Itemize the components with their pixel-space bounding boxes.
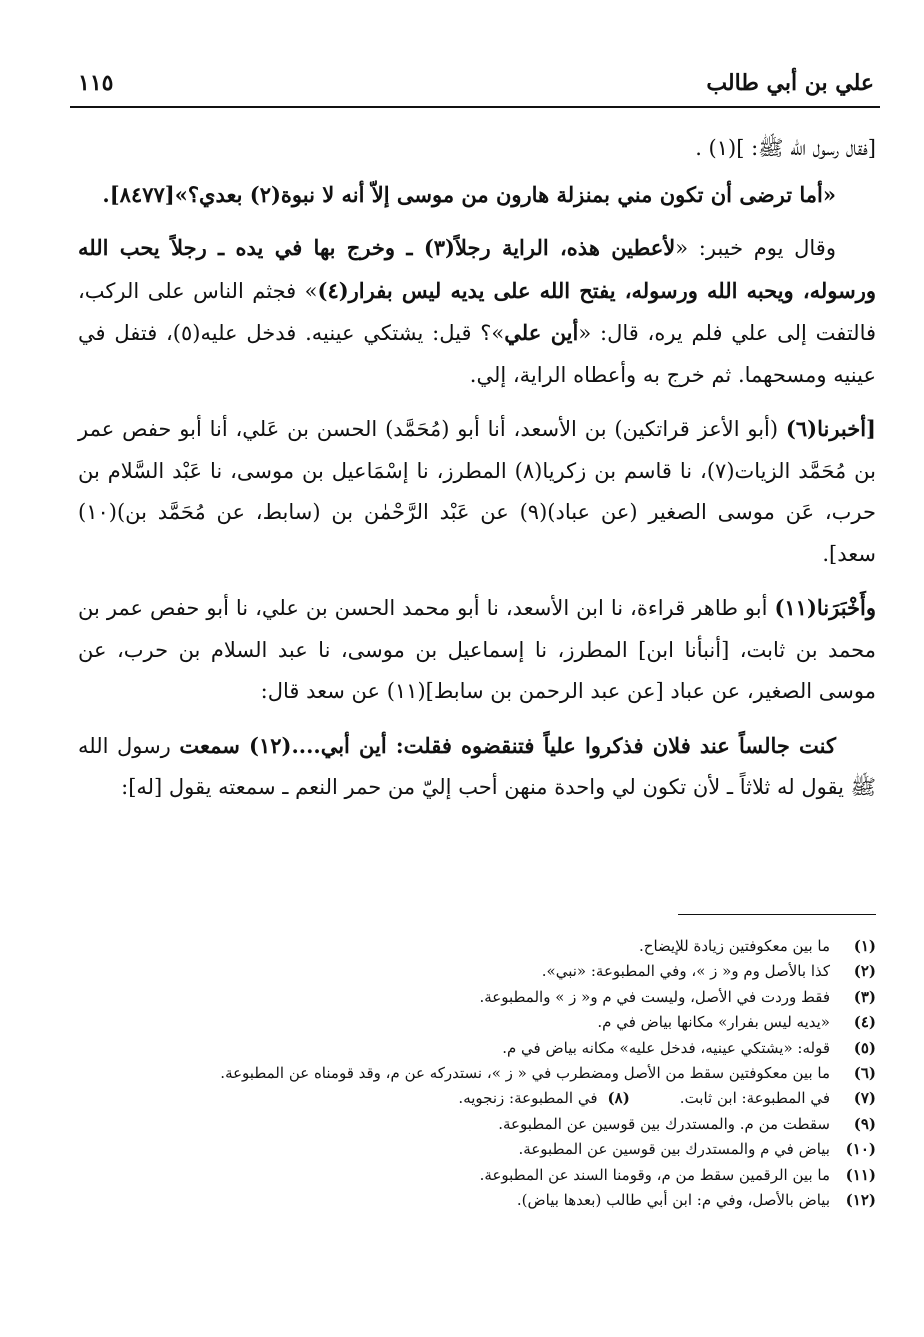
footnote-text: فقط وردت في الأصل، وليست في م و« ز » والمطبوعة. <box>479 987 830 1006</box>
paragraph-2: «أما ترضى أن تكون مني بمنزلة هارون من موسى إلاّ أنه لا نبوة(٢) بعدي؟»[٨٤٧٧]. <box>102 181 836 207</box>
main-text <box>78 128 876 821</box>
footnote-text: «يديه ليس بفرار» مكانها بياض في م. <box>597 1013 830 1032</box>
header-rule <box>70 106 880 108</box>
footnote-text: ما بين معكوفتين سقط من الأصل ومضطرب في « ز »، نستدركه عن م، وقد قومناه عن المطبوعة. <box>220 1064 830 1083</box>
footnote-8-number: (٨) <box>607 1089 630 1108</box>
footnote-text: بياض في م والمستدرك بين قوسين عن المطبوعة. <box>518 1140 830 1159</box>
isnad-chain-1: (أبو الأعز قراتكين) بن الأسعد، أنا أبو (مُحَمَّد) الحسن بن عَلي، أنا أبو حفص عمر بن مُحَمَّد الزيات(٧)، نا قاسم بن زكريا(٨) المطرز، نا إسْمَاعيل بن موسى، نا عَبْد السَّلام بن حرب، عَن موسى الصغير (عن عباد)(٩) عن عَبْد الرَّحْمٰن بن (سابط، عن مُحَمَّد بن)(١٠) سعد]. <box>78 417 877 566</box>
footnote-number: (٤) <box>853 1013 876 1032</box>
footnote-number: (٧) <box>853 1089 876 1108</box>
footnote-text: بياض بالأصل، وفي م: ابن أبي طالب (بعدها بياض). <box>516 1191 830 1210</box>
footnote-4 <box>60 1010 876 1035</box>
footnotes <box>60 934 876 1213</box>
footnote-number: (١٢) <box>845 1191 876 1210</box>
footnote-text: ما بين معكوفتين زيادة للإيضاح. <box>639 937 830 955</box>
footnote-7-text: في المطبوعة: ابن ثابت. <box>679 1089 830 1108</box>
footnote-divider <box>678 914 876 915</box>
hadith-quote: لأعطين هذه، الراية رجلاً(٣) ـ وخرج بها في يده ـ رجلاً يحب الله ورسوله، ويحبه الله ورسوله، يفتح الله على يديه ليس بفرار(٤) <box>78 235 876 303</box>
paragraph-4 <box>78 408 876 575</box>
footnote-12 <box>60 1188 876 1213</box>
footnote-number: (٢) <box>853 962 876 981</box>
footnote-number: (١) <box>853 937 876 955</box>
paragraph-3-intro: وقال يوم خيبر: « <box>675 236 836 260</box>
paragraph-6-bold: كنت جالساً عند فلان فذكروا علياً فتنقضوه فقلت: أين أبي....(١٢) سمعت <box>179 732 836 758</box>
footnote-10 <box>60 1137 876 1162</box>
isnad-chain-2: أبو طاهر قراءة، نا ابن الأسعد، نا أبو محمد الحسن بن علي، نا أبو حفص عمر بن محمد بن ثابت، [أنبأنا ابن] المطرز، نا إسماعيل بن موسى، نا عبد السلام بن حرب، عن موسى الصغير، عن عباد [عن عبد الرحمن بن سابط](١١) عن سعد قال: <box>78 596 876 703</box>
footnote-text: ما بين الرقمين سقط من م، وقومنا السند عن المطبوعة. <box>479 1165 830 1184</box>
footnote-number: (١١) <box>845 1165 876 1184</box>
footnote-number: (١٠) <box>845 1140 876 1159</box>
footnote-5 <box>60 1036 876 1061</box>
footnote-7-8 <box>60 1086 876 1111</box>
footnote-number: (٦) <box>853 1064 876 1083</box>
footnote-number: (٥) <box>853 1038 876 1057</box>
footnote-number: (٣) <box>853 987 876 1006</box>
paragraph-1: [فقال رسول الله ﷺ: ](١) . <box>695 136 876 160</box>
footnote-text: قوله: «يشتكي عينيه، فدخل عليه» مكانه بياض في م. <box>502 1038 830 1057</box>
paragraph-6-rest: رسول الله ﷺ يقول له ثلاثاً ـ لأن تكون لي واحدة منهن أحب إليّ من حمر النعم ـ سمعته يقول [له]: <box>78 733 876 799</box>
footnote-11 <box>60 1163 876 1188</box>
paragraph-3 <box>78 227 876 396</box>
paragraph-5 <box>78 587 876 713</box>
page-header <box>78 62 874 104</box>
paragraph-3-end: »؟ قيل: يشتكي عينيه. فدخل عليه(٥)، فتفل في عينيه ومسحهما. ثم خرج به وأعطاه الراية، إلي. <box>78 321 876 387</box>
footnote-text: سقطت من م. والمستدرك بين قوسين عن المطبوعة. <box>498 1114 830 1133</box>
footnote-8-text: في المطبوعة: زنجويه. <box>458 1089 598 1108</box>
isnad-akhbarana: [أخبرنا(٦) <box>785 416 876 441</box>
footnote-9 <box>60 1112 876 1137</box>
paragraph-3-narration: » فجثم الناس على الركب، فالتفت إلى علي فلم يره، قال: « <box>78 278 877 345</box>
footnote-text <box>60 1086 830 1111</box>
footnote-number: (٩) <box>853 1114 876 1133</box>
footnote-1 <box>60 934 876 959</box>
footnote-3 <box>60 985 876 1010</box>
page-number: ١١٥ <box>78 70 114 96</box>
footnote-text: كذا بالأصل وم و« ز »، وفي المطبوعة: «نبي». <box>541 962 830 981</box>
paragraph-6 <box>78 725 876 809</box>
isnad-wa-akhbarana: وأَخْبَرَنا(١١) <box>774 595 876 620</box>
footnote-2 <box>60 959 876 984</box>
footnote-6 <box>60 1061 876 1086</box>
hadith-question: أين علي <box>504 320 579 345</box>
running-title: علي بن أبي طالب <box>706 70 874 96</box>
